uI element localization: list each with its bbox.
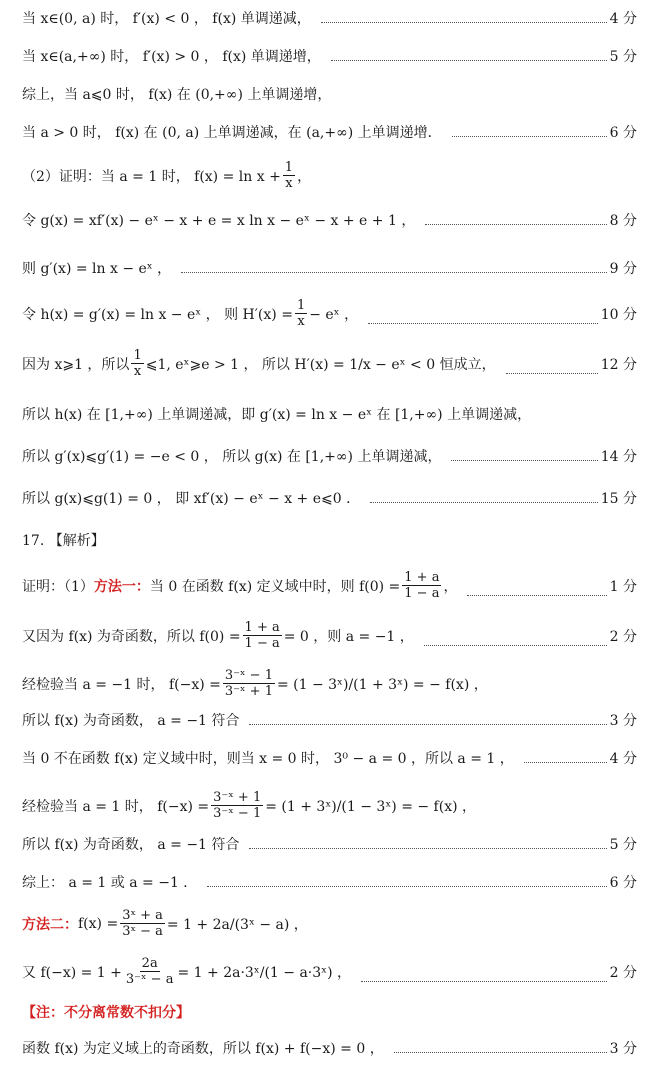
solution-line: 经检验当 a = 1 时， f(−x) = $\frac{\text{3⁻ˣ + 1}}{\text{3⁻ˣ − 1}}$ = (1 + 3ˣ)/(1 − 3ˣ) = − f(x) ， (22, 790, 476, 821)
score-label: 15 分 (600, 491, 637, 507)
dotted-leader (361, 980, 607, 982)
solution-line: 函数 f(x) 为定义域上的奇函数，所以 f(x) + f(−x) = 0 ， 3 分 (22, 1038, 637, 1058)
solution-line: 所以 f(x) 为奇函数， a = −1 符合 5 分 (22, 834, 637, 854)
score-label: 14 分 (600, 449, 637, 465)
dotted-leader (424, 644, 607, 646)
dotted-leader (425, 223, 606, 225)
dotted-leader (331, 59, 607, 61)
score-label: 4 分 (609, 751, 637, 767)
fraction: $\frac{1}{x}$ (284, 160, 294, 191)
fraction: $\frac{\text{3⁻ˣ − 1}}{\text{3⁻ˣ + 1}}$ (224, 668, 273, 699)
solution-line: 所以 h(x) 在 [1,+∞) 上单调递减，即 g′(x) = ln x − eˣ 在 [1,+∞) 上单调递减， (22, 407, 532, 423)
dotted-leader (207, 885, 606, 887)
solution-line: 综上，当 a⩽0 时， f(x) 在 (0,+∞) 上单调递增， (22, 87, 332, 103)
fraction: $\frac{1}{x}$ (133, 348, 142, 379)
score-label: 2 分 (609, 628, 637, 645)
score-label: 2 分 (609, 964, 637, 981)
dotted-leader (249, 723, 606, 725)
score-label: 5 分 (609, 49, 637, 65)
dotted-leader (368, 322, 598, 324)
solution-line: 所以 g′(x)⩽g′(1) = −e < 0 ， 所以 g(x) 在 [1,+∞) 上单调递减， 14 分 (22, 446, 637, 466)
solution-line: 则 g′(x) = ln x − eˣ ， 9 分 (22, 258, 637, 278)
score-label: 8 分 (609, 213, 637, 229)
score-label: 10 分 (600, 306, 637, 323)
solution-line: 当 0 不在函数 f(x) 定义域中时，则当 x = 0 时， 3⁰ − a = 0 ，所以 a = 1 ， 4 分 (22, 748, 637, 768)
score-label: 3 分 (609, 713, 637, 729)
score-label: 6 分 (609, 875, 637, 891)
dotted-leader (321, 21, 607, 23)
dotted-leader (181, 271, 606, 273)
solution-line: 经检验当 a = −1 时， f(−x) = $\frac{\text{3⁻ˣ − 1}}{\text{3⁻ˣ + 1}}$ = (1 − 3ˣ)/(1 + 3ˣ) = − f(x) ， (22, 668, 488, 699)
dotted-leader (467, 594, 606, 596)
dotted-leader (451, 459, 597, 461)
score-label: 6 分 (609, 125, 637, 141)
solution-line: 当 x∈(0, a) 时， f′(x) < 0 ， f(x) 单调递减， 4 分 (22, 8, 637, 28)
solution-line: 综上： a = 1 或 a = −1 ． 6 分 (22, 872, 637, 892)
dotted-leader (249, 847, 606, 849)
solution-line: 方法二： f(x) = $\frac{\text{3ˣ + a}}{\text{3ˣ − a}}$ = 1 + 2a/(3ˣ − a) ， (22, 908, 308, 939)
solution-line: 证明：（1） 方法一： 当 0 在函数 f(x) 定义域中时，则 f(0) = $\frac{1 + a}{1 - a}$ ， 1 分 (22, 570, 637, 601)
solution-line: 所以 f(x) 为奇函数， a = −1 符合 3 分 (22, 710, 637, 730)
dotted-leader (394, 1051, 607, 1053)
method-label: 方法一： (93, 578, 150, 595)
fraction: $\frac{\text{3ˣ + a}}{\text{3ˣ − a}}$ (122, 908, 163, 939)
score-label: 12 分 (600, 356, 637, 373)
fraction: $\frac{1 + a}{1 - a}$ (404, 570, 440, 601)
dotted-leader (452, 135, 607, 137)
fraction: $\frac{1 + a}{1 - a}$ (244, 620, 280, 651)
solution-line: （2）证明：当 a = 1 时， f(x) = ln x + $\frac{1}{x}$ ， (22, 160, 312, 191)
score-label: 4 分 (609, 11, 637, 27)
dotted-leader (506, 372, 598, 374)
note-line (22, 1002, 637, 1022)
solution-line: 因为 x⩾1 ，所以 $\frac{1}{x}$ ⩽1, eˣ⩾e > 1 ， 所以 H′(x) = 1/x − eˣ < 0 恒成立， 12 分 (22, 348, 637, 379)
section-heading: 17. 【解析】 (22, 533, 105, 549)
solution-line: 当 x∈(a,+∞) 时， f′(x) > 0 ， f(x) 单调递增， 5 分 (22, 46, 637, 66)
score-label: 1 分 (609, 578, 637, 595)
fraction: $\frac{1}{x}$ (296, 298, 306, 329)
dotted-leader (524, 761, 607, 763)
fraction: $\frac{\text{3⁻ˣ + 1}}{\text{3⁻ˣ − 1}}$ (213, 790, 262, 821)
solution-line: 令 g(x) = xf′(x) − eˣ − x + e = x ln x − eˣ − x + e + 1 ， 8 分 (22, 210, 637, 230)
solution-line: 又 f(−x) = 1 + $\frac{2a}{\text{3⁻ˣ − a}}$ = 1 + 2a·3ˣ/(1 − a·3ˣ) ， 2 分 (22, 956, 637, 987)
solution-line: 当 a > 0 时， f(x) 在 (0, a) 上单调递减，在 (a,+∞) 上单调递增． 6 分 (22, 122, 637, 142)
score-label: 5 分 (609, 837, 637, 853)
score-label: 9 分 (609, 261, 637, 277)
grading-note: 【注：不分离常数不扣分】 (22, 1005, 190, 1021)
score-label: 3 分 (609, 1041, 637, 1057)
solution-line: 令 h(x) = g′(x) = ln x − eˣ ， 则 H′(x) = $\frac{1}{x}$ − eˣ ， 10 分 (22, 298, 637, 329)
solution-line: 所以 g(x)⩽g(1) = 0 ， 即 xf′(x) − eˣ − x + e⩽0 ． 15 分 (22, 488, 637, 508)
fraction: $\frac{2a}{\text{3⁻ˣ − a}}$ (125, 956, 174, 987)
method-label: 方法二： (22, 916, 78, 933)
dotted-leader (370, 501, 598, 503)
solution-line: 又因为 f(x) 为奇函数，所以 f(0) = $\frac{1 + a}{1 - a}$ = 0 ，则 a = −1 ， 2 分 (22, 620, 637, 651)
